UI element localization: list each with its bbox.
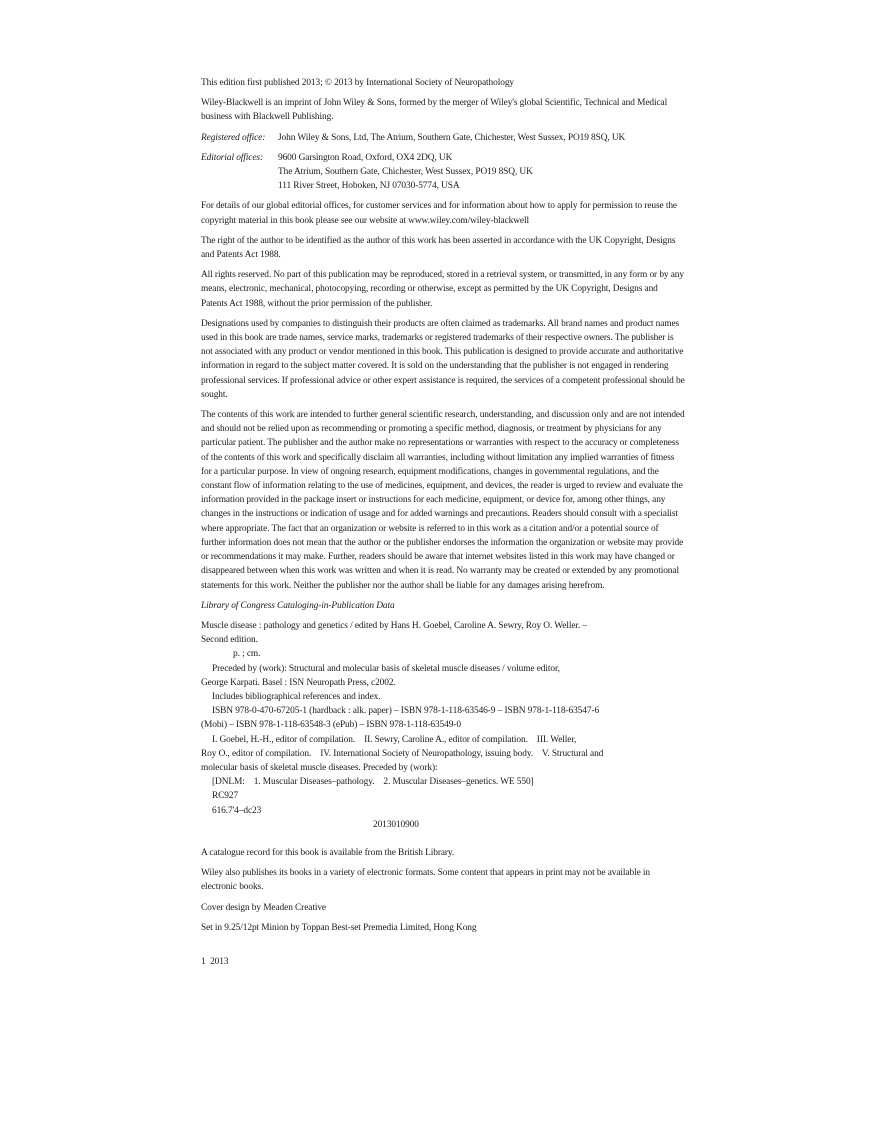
- editorial-offices: [201, 151, 685, 194]
- catalogue-record: A catalogue record for this book is available from the British Library.: [201, 847, 455, 858]
- copyright-line: This edition first published 2013; © 2013 by International Society of Neuropathology: [201, 78, 514, 88]
- all-rights-reserved-paragraph: All rights reserved. No part of this publication may be reproduced, stored in a retrieval system, or transmitted, in any form or by any means, electronic, mechanical, photocopying, recording or otherwise, except as permitted by the UK Copyright, Designs and Patents Act 1988, without the prior permission of the publisher.: [201, 270, 684, 309]
- copyright-page: [201, 76, 685, 975]
- editorial-office-address: 111 River Street, Hoboken, NJ 07030-5774, USA: [278, 181, 460, 192]
- cip-subjects-cont: molecular basis of skeletal muscle diseases. Preceded by (work):: [201, 762, 438, 773]
- cip-pages: p. ; cm.: [233, 649, 261, 660]
- details-paragraph: For details of our global editorial offices, for customer services and for information about how to apply for permission to reuse the copyright material in this book please see our website at www.wiley.com/wiley-blackwell: [201, 201, 677, 226]
- trademarks-paragraph: Designations used by companies to distinguish their products are often claimed as trademarks. All brand names and product names used in this book are trade names, service marks, trademarks or registered trademarks of their respective owners. The publisher is not associated with any product or vendor mentioned in this book. This publication is designed to provide accurate and authoritative information in regard to the subject matter covered. It is sold on the understanding that the publisher is not engaged in rendering professional services. If professional advice or other expert assistance is required, the services of a competent professional should be sought.: [201, 318, 685, 400]
- cip-edition: Second edition.: [201, 635, 258, 646]
- imprint-statement: Wiley-Blackwell is an imprint of John Wiley & Sons, formed by the merger of Wiley's global Scientific, Technical and Medical business with Blackwell Publishing.: [201, 98, 668, 123]
- cip-lc-class: RC927: [212, 791, 239, 802]
- cip-subjects-cont: Roy O., editor of compilation. IV. International Society of Neuropathology, issuing body. V. Structural and: [201, 748, 604, 759]
- cip-preceded: Preceded by (work): Structural and molecular basis of skeletal muscle diseases / volume editor,: [212, 663, 560, 674]
- cip-subjects: I. Goebel, H.-H., editor of compilation. II. Sewry, Caroline A., editor of compilation. III. Weller,: [212, 734, 577, 745]
- cip-control-number: 2013010900: [373, 819, 419, 830]
- cip-record: [201, 619, 685, 832]
- print-line: 1 2013: [201, 956, 229, 967]
- registered-office-address: John Wiley & Sons, Ltd, The Atrium, Southern Gate, Chichester, West Sussex, PO19 8SQ, UK: [278, 132, 626, 143]
- cip-dnlm: [DNLM: 1. Muscular Diseases–pathology. 2. Muscular Diseases–genetics. WE 550]: [212, 777, 534, 788]
- editorial-offices-label: Editorial offices:: [201, 152, 263, 163]
- cip-title: Muscle disease : pathology and genetics / edited by Hans H. Goebel, Caroline A. Sewry, Roy O. Weller. –: [201, 620, 587, 631]
- electronic-formats-note: Wiley also publishes its books in a variety of electronic formats. Some content that appears in print may not be available in electronic books.: [201, 868, 650, 893]
- cip-dewey: 616.7'4–dc23: [212, 805, 262, 816]
- cip-includes: Includes bibliographical references and index.: [212, 691, 381, 702]
- cip-isbn-cont: (Mobi) – ISBN 978-1-118-63548-3 (ePub) – ISBN 978-1-118-63549-0: [201, 720, 461, 731]
- cip-preceded-cont: George Karpati. Basel : ISN Neuropath Press, c2002.: [201, 677, 396, 688]
- cover-design-credit: Cover design by Meaden Creative: [201, 902, 326, 913]
- editorial-office-address: The Atrium, Southern Gate, Chichester, West Sussex, PO19 8SQ, UK: [278, 167, 533, 178]
- registered-office: [201, 131, 685, 145]
- typesetting-credit: Set in 9.25/12pt Minion by Toppan Best-set Premedia Limited, Hong Kong: [201, 922, 477, 933]
- registered-office-label: Registered office:: [201, 132, 266, 143]
- cip-heading: Library of Congress Cataloging-in-Publication Data: [201, 600, 395, 611]
- disclaimer-paragraph: The contents of this work are intended to further general scientific research, understanding, and discussion only and are not intended and should not be relied upon as recommending or promoting a specific method, diagnosis, or treatment by physicians for any particular patient. The publisher and the author make no representations or warranties with respect to the accuracy or completeness of the contents of this work and specifically disclaim all warranties, including without limitation any implied warranties of fitness for a particular purpose. In view of ongoing research, equipment modifications, changes in governmental regulations, and the constant flow of information relating to the use of medicines, equipment, and devices, the reader is urged to review and evaluate the information provided in the package insert or instructions for each medicine, equipment, or device for, among other things, any changes in the instructions or indication of usage and for added warnings and precautions. Readers should consult with a specialist where appropriate. The fact that an organization or website is referred to in this work as a citation and/or a potential source of further information does not mean that the author or the publisher endorses the information the organization or website may provide or recommendations it may make. Further, readers should be aware that internet websites listed in this work may have changed or disappeared between when this work was written and when it is read. No warranty may be created or extended by any promotional statements for this work. Neither the publisher nor the author shall be liable for any damages arising herefrom.: [201, 410, 685, 591]
- editorial-office-address: 9600 Garsington Road, Oxford, OX4 2DQ, UK: [278, 152, 453, 163]
- author-rights-paragraph: The right of the author to be identified as the author of this work has been asserted in accordance with the UK Copyright, Designs and Patents Act 1988.: [201, 235, 676, 261]
- cip-isbn: ISBN 978-0-470-67205-1 (hardback : alk. paper) – ISBN 978-1-118-63546-9 – ISBN 978-1-118-63547-6: [212, 706, 600, 717]
